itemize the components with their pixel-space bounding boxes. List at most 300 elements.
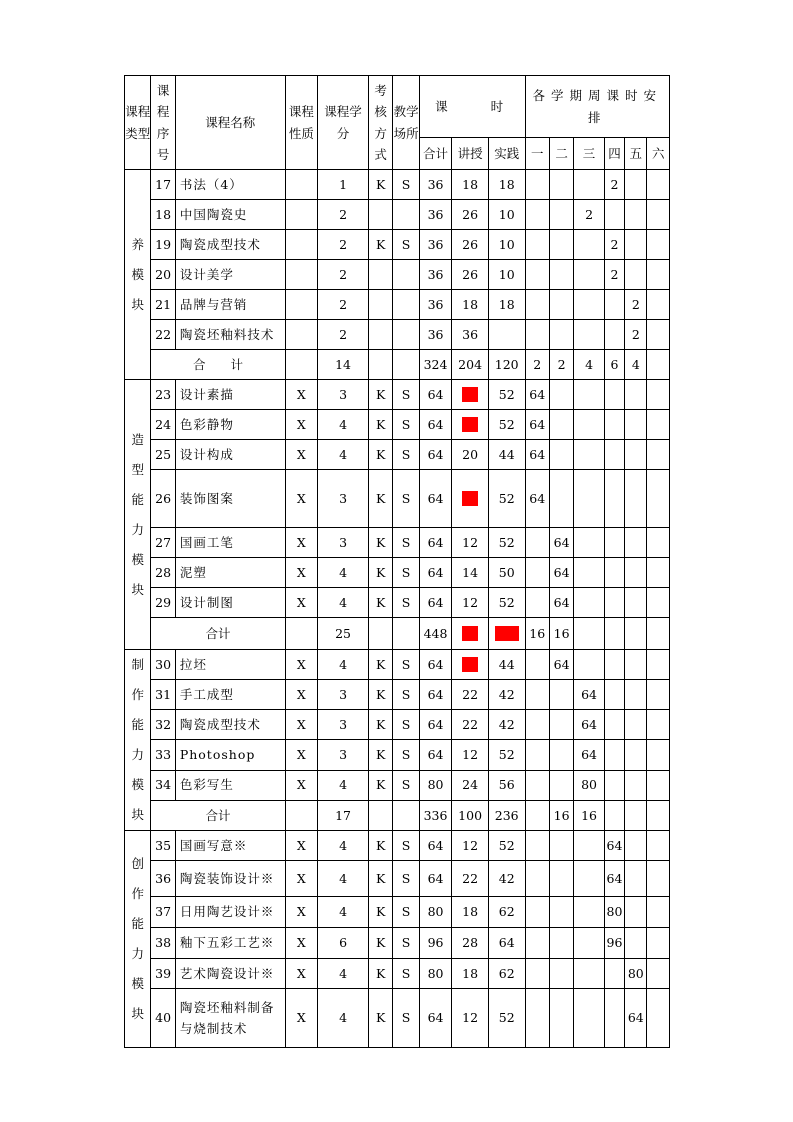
- cell-s5: [625, 928, 647, 959]
- cell-s3: [574, 290, 605, 320]
- cell-s1: [525, 320, 549, 350]
- cell-credit: 3: [318, 710, 369, 740]
- cell-s4: [604, 800, 624, 830]
- cell-s3: [574, 410, 605, 440]
- cell-s3: 64: [574, 680, 605, 710]
- cell-s2: [549, 470, 573, 528]
- cell-practice: 42: [488, 861, 525, 897]
- cell-s2: [549, 200, 573, 230]
- course-seq: 40: [151, 989, 175, 1048]
- cell-s6: [647, 528, 670, 558]
- cell-lecture: 12: [452, 831, 489, 861]
- subtotal-row: [125, 350, 670, 380]
- header-semester-4: 四: [604, 138, 624, 170]
- header-teaching-venue: 教学场所: [393, 76, 419, 170]
- cell-total: 64: [419, 710, 452, 740]
- cell-s4: [604, 558, 624, 588]
- cell-credit: 3: [318, 740, 369, 770]
- cell-total: 336: [419, 800, 452, 830]
- cell-s6: [647, 440, 670, 470]
- cell-s2: 64: [549, 650, 573, 680]
- cell-credit: 4: [318, 989, 369, 1048]
- cell-credit: 4: [318, 861, 369, 897]
- course-name: 拉坯: [175, 650, 285, 680]
- cell-credit: 4: [318, 410, 369, 440]
- cell-exam: K: [368, 710, 392, 740]
- cell-s5: [625, 528, 647, 558]
- table-row: [125, 861, 670, 897]
- cell-s2: 2: [549, 350, 573, 380]
- cell-s6: [647, 680, 670, 710]
- redaction-mark: [462, 491, 478, 506]
- cell-total: 64: [419, 650, 452, 680]
- cell-lecture: 28: [452, 928, 489, 959]
- cell-exam: K: [368, 897, 392, 928]
- cell-s2: [549, 989, 573, 1048]
- cell-total: 64: [419, 410, 452, 440]
- cell-credit: 4: [318, 650, 369, 680]
- table-row: [125, 260, 670, 290]
- table-row: [125, 740, 670, 770]
- cell-credit: 4: [318, 588, 369, 618]
- cell-s2: [549, 770, 573, 800]
- header-semester-6: 六: [647, 138, 670, 170]
- cell-venue: S: [393, 989, 419, 1048]
- course-seq: 39: [151, 959, 175, 989]
- cell-exam: K: [368, 959, 392, 989]
- cell-total: 64: [419, 380, 452, 410]
- cell-s5: [625, 410, 647, 440]
- cell-total: 36: [419, 260, 452, 290]
- course-seq: 27: [151, 528, 175, 558]
- cell-credit: 4: [318, 897, 369, 928]
- course-seq: 19: [151, 230, 175, 260]
- course-seq: 32: [151, 710, 175, 740]
- table-row: [125, 380, 670, 410]
- table-row: [125, 928, 670, 959]
- cell-s3: [574, 260, 605, 290]
- cell-venue: S: [393, 230, 419, 260]
- course-seq: 20: [151, 260, 175, 290]
- cell-s5: [625, 260, 647, 290]
- cell-lecture: 18: [452, 290, 489, 320]
- table-row: [125, 897, 670, 928]
- cell-total: 64: [419, 528, 452, 558]
- cell-s4: [604, 200, 624, 230]
- cell-s2: 16: [549, 618, 573, 650]
- cell-total: 80: [419, 959, 452, 989]
- cell-lecture: [452, 410, 489, 440]
- cell-s1: [525, 770, 549, 800]
- course-name: 书法（4）: [175, 170, 285, 200]
- header-course-credit: 课程学分: [318, 76, 369, 170]
- cell-s4: [604, 650, 624, 680]
- cell-s5: [625, 897, 647, 928]
- cell-total: 324: [419, 350, 452, 380]
- course-name: 手工成型: [175, 680, 285, 710]
- cell-practice: 44: [488, 440, 525, 470]
- cell-total: 36: [419, 320, 452, 350]
- cell-nature: X: [285, 410, 318, 440]
- cell-nature: [285, 350, 318, 380]
- cell-nature: [285, 170, 318, 200]
- cell-s1: [525, 800, 549, 830]
- table-row: [125, 959, 670, 989]
- subtotal-label: 合计: [151, 618, 285, 650]
- cell-practice: 52: [488, 410, 525, 440]
- cell-s4: [604, 410, 624, 440]
- cell-s4: [604, 588, 624, 618]
- redaction-mark: [462, 657, 478, 672]
- module-type-cell: 创作能力模块: [125, 831, 151, 1048]
- cell-s2: [549, 928, 573, 959]
- cell-venue: S: [393, 928, 419, 959]
- cell-exam: K: [368, 861, 392, 897]
- course-name: 陶瓷坯釉料制备与烧制技术: [175, 989, 285, 1048]
- cell-total: 36: [419, 230, 452, 260]
- cell-venue: S: [393, 831, 419, 861]
- course-name: 国画写意※: [175, 831, 285, 861]
- cell-venue: S: [393, 710, 419, 740]
- course-name: 色彩写生: [175, 770, 285, 800]
- cell-exam: K: [368, 770, 392, 800]
- cell-total: 36: [419, 200, 452, 230]
- cell-s1: [525, 710, 549, 740]
- cell-s3: [574, 440, 605, 470]
- cell-practice: 52: [488, 740, 525, 770]
- cell-s2: [549, 740, 573, 770]
- cell-exam: [368, 800, 392, 830]
- cell-venue: [393, 800, 419, 830]
- cell-exam: K: [368, 650, 392, 680]
- cell-s3: [574, 618, 605, 650]
- cell-s1: [525, 680, 549, 710]
- cell-lecture: 204: [452, 350, 489, 380]
- cell-credit: 4: [318, 440, 369, 470]
- cell-exam: K: [368, 230, 392, 260]
- cell-lecture: [452, 650, 489, 680]
- module-type-cell: 制作能力模块: [125, 650, 151, 831]
- cell-s2: [549, 170, 573, 200]
- cell-exam: K: [368, 558, 392, 588]
- cell-practice: 10: [488, 260, 525, 290]
- cell-s4: 2: [604, 230, 624, 260]
- cell-s4: 96: [604, 928, 624, 959]
- table-row: [125, 410, 670, 440]
- cell-venue: [393, 320, 419, 350]
- cell-s2: [549, 959, 573, 989]
- cell-s1: [525, 290, 549, 320]
- cell-s2: [549, 831, 573, 861]
- cell-practice: 236: [488, 800, 525, 830]
- cell-venue: S: [393, 740, 419, 770]
- cell-s6: [647, 320, 670, 350]
- cell-practice: 52: [488, 380, 525, 410]
- cell-credit: 1: [318, 170, 369, 200]
- cell-venue: S: [393, 470, 419, 528]
- cell-s3: 16: [574, 800, 605, 830]
- cell-s1: [525, 260, 549, 290]
- cell-s5: [625, 558, 647, 588]
- cell-lecture: 14: [452, 558, 489, 588]
- cell-s5: [625, 680, 647, 710]
- cell-s6: [647, 410, 670, 440]
- course-seq: 29: [151, 588, 175, 618]
- cell-s6: [647, 928, 670, 959]
- cell-lecture: 26: [452, 260, 489, 290]
- course-name: 设计制图: [175, 588, 285, 618]
- cell-s4: [604, 959, 624, 989]
- cell-s5: [625, 200, 647, 230]
- cell-s6: [647, 200, 670, 230]
- cell-s6: [647, 260, 670, 290]
- cell-lecture: 100: [452, 800, 489, 830]
- cell-s1: 64: [525, 440, 549, 470]
- cell-practice: 52: [488, 588, 525, 618]
- cell-s3: 64: [574, 740, 605, 770]
- cell-s6: [647, 861, 670, 897]
- cell-nature: [285, 800, 318, 830]
- cell-venue: S: [393, 528, 419, 558]
- course-name: 陶瓷成型技术: [175, 230, 285, 260]
- cell-s1: [525, 897, 549, 928]
- cell-practice: 56: [488, 770, 525, 800]
- cell-exam: K: [368, 410, 392, 440]
- cell-exam: K: [368, 380, 392, 410]
- cell-s3: 80: [574, 770, 605, 800]
- cell-s1: [525, 170, 549, 200]
- cell-s2: [549, 897, 573, 928]
- cell-total: 64: [419, 740, 452, 770]
- cell-credit: 3: [318, 680, 369, 710]
- cell-lecture: 18: [452, 170, 489, 200]
- course-name: 国画工笔: [175, 528, 285, 558]
- cell-s5: [625, 618, 647, 650]
- course-schedule-table: [124, 75, 670, 1048]
- cell-s5: [625, 861, 647, 897]
- cell-venue: [393, 350, 419, 380]
- cell-practice: 42: [488, 710, 525, 740]
- cell-s1: [525, 928, 549, 959]
- course-seq: 31: [151, 680, 175, 710]
- cell-s3: [574, 989, 605, 1048]
- cell-s1: [525, 650, 549, 680]
- cell-s3: [574, 470, 605, 528]
- cell-s6: [647, 959, 670, 989]
- cell-venue: [393, 200, 419, 230]
- cell-nature: X: [285, 440, 318, 470]
- cell-practice: 44: [488, 650, 525, 680]
- cell-venue: S: [393, 380, 419, 410]
- cell-s4: [604, 740, 624, 770]
- course-seq: 33: [151, 740, 175, 770]
- header-hours: 课 时: [419, 76, 525, 138]
- cell-s5: [625, 831, 647, 861]
- cell-s6: [647, 380, 670, 410]
- cell-nature: X: [285, 861, 318, 897]
- cell-lecture: 22: [452, 861, 489, 897]
- course-seq: 17: [151, 170, 175, 200]
- cell-exam: [368, 200, 392, 230]
- header-course-nature: 课程性质: [285, 76, 318, 170]
- cell-credit: 3: [318, 380, 369, 410]
- table-row: [125, 528, 670, 558]
- module-type-cell: 养模块: [125, 170, 151, 380]
- cell-s4: [604, 380, 624, 410]
- cell-practice: 62: [488, 959, 525, 989]
- cell-s1: 64: [525, 380, 549, 410]
- cell-practice: 52: [488, 831, 525, 861]
- table-row: [125, 770, 670, 800]
- course-name: Photoshop: [175, 740, 285, 770]
- cell-exam: K: [368, 680, 392, 710]
- cell-total: 448: [419, 618, 452, 650]
- header-semester-schedule: 各学期周课时安排: [525, 76, 669, 138]
- cell-lecture: 24: [452, 770, 489, 800]
- cell-s2: [549, 260, 573, 290]
- table-row: [125, 831, 670, 861]
- cell-practice: 120: [488, 350, 525, 380]
- cell-venue: [393, 290, 419, 320]
- cell-s4: 6: [604, 350, 624, 380]
- cell-practice: 18: [488, 170, 525, 200]
- course-seq: 24: [151, 410, 175, 440]
- redaction-mark: [495, 626, 519, 641]
- header-course-type: 课程类型: [125, 76, 151, 170]
- cell-practice: 18: [488, 290, 525, 320]
- cell-credit: 4: [318, 770, 369, 800]
- course-name: 装饰图案: [175, 470, 285, 528]
- course-name: 日用陶艺设计※: [175, 897, 285, 928]
- cell-s3: [574, 320, 605, 350]
- cell-s4: [604, 528, 624, 558]
- subtotal-row: [125, 618, 670, 650]
- cell-s6: [647, 230, 670, 260]
- cell-credit: 3: [318, 470, 369, 528]
- cell-total: 64: [419, 861, 452, 897]
- cell-nature: X: [285, 558, 318, 588]
- cell-nature: [285, 618, 318, 650]
- cell-nature: [285, 320, 318, 350]
- cell-exam: K: [368, 588, 392, 618]
- course-seq: 35: [151, 831, 175, 861]
- cell-practice: 50: [488, 558, 525, 588]
- cell-venue: S: [393, 680, 419, 710]
- cell-s2: [549, 680, 573, 710]
- cell-s2: [549, 710, 573, 740]
- table-row: [125, 170, 670, 200]
- cell-credit: 2: [318, 260, 369, 290]
- cell-s4: 64: [604, 831, 624, 861]
- cell-credit: 2: [318, 230, 369, 260]
- course-seq: 30: [151, 650, 175, 680]
- cell-venue: S: [393, 588, 419, 618]
- cell-s3: [574, 861, 605, 897]
- cell-s1: 64: [525, 470, 549, 528]
- cell-exam: K: [368, 740, 392, 770]
- module-type-cell: 造型能力模块: [125, 380, 151, 650]
- cell-s3: [574, 831, 605, 861]
- cell-s3: 64: [574, 710, 605, 740]
- cell-lecture: 36: [452, 320, 489, 350]
- course-name: 设计素描: [175, 380, 285, 410]
- table-row: [125, 650, 670, 680]
- redaction-mark: [462, 417, 478, 432]
- cell-exam: K: [368, 989, 392, 1048]
- cell-credit: 3: [318, 528, 369, 558]
- cell-venue: [393, 618, 419, 650]
- table-row: [125, 470, 670, 528]
- cell-s3: [574, 928, 605, 959]
- course-seq: 26: [151, 470, 175, 528]
- cell-exam: K: [368, 440, 392, 470]
- cell-s5: 2: [625, 320, 647, 350]
- cell-s2: [549, 410, 573, 440]
- cell-nature: [285, 230, 318, 260]
- cell-s3: 2: [574, 200, 605, 230]
- cell-s4: 2: [604, 260, 624, 290]
- cell-practice: 10: [488, 230, 525, 260]
- cell-nature: X: [285, 770, 318, 800]
- cell-nature: X: [285, 470, 318, 528]
- cell-s4: [604, 770, 624, 800]
- cell-s3: [574, 650, 605, 680]
- cell-lecture: 12: [452, 588, 489, 618]
- cell-lecture: 22: [452, 680, 489, 710]
- course-seq: 28: [151, 558, 175, 588]
- cell-exam: K: [368, 528, 392, 558]
- subtotal-label: 合 计: [151, 350, 285, 380]
- cell-s2: [549, 380, 573, 410]
- cell-lecture: [452, 380, 489, 410]
- course-seq: 23: [151, 380, 175, 410]
- cell-practice: [488, 618, 525, 650]
- course-seq: 37: [151, 897, 175, 928]
- cell-nature: X: [285, 897, 318, 928]
- header-semester-5: 五: [625, 138, 647, 170]
- cell-nature: [285, 290, 318, 320]
- cell-nature: [285, 260, 318, 290]
- cell-venue: S: [393, 959, 419, 989]
- course-seq: 18: [151, 200, 175, 230]
- cell-venue: S: [393, 861, 419, 897]
- cell-s4: [604, 470, 624, 528]
- cell-venue: S: [393, 170, 419, 200]
- cell-practice: 42: [488, 680, 525, 710]
- cell-nature: X: [285, 928, 318, 959]
- cell-s5: [625, 170, 647, 200]
- cell-total: 64: [419, 558, 452, 588]
- cell-s5: 64: [625, 989, 647, 1048]
- cell-practice: 52: [488, 989, 525, 1048]
- course-name: 品牌与营销: [175, 290, 285, 320]
- redaction-mark: [462, 387, 478, 402]
- cell-venue: S: [393, 410, 419, 440]
- cell-exam: [368, 320, 392, 350]
- cell-total: 64: [419, 588, 452, 618]
- cell-s6: [647, 170, 670, 200]
- cell-lecture: [452, 618, 489, 650]
- cell-nature: X: [285, 710, 318, 740]
- cell-lecture: 12: [452, 740, 489, 770]
- cell-s2: [549, 320, 573, 350]
- cell-s5: [625, 440, 647, 470]
- cell-lecture: 26: [452, 200, 489, 230]
- cell-s1: 2: [525, 350, 549, 380]
- cell-venue: [393, 260, 419, 290]
- cell-nature: X: [285, 959, 318, 989]
- course-name: 釉下五彩工艺※: [175, 928, 285, 959]
